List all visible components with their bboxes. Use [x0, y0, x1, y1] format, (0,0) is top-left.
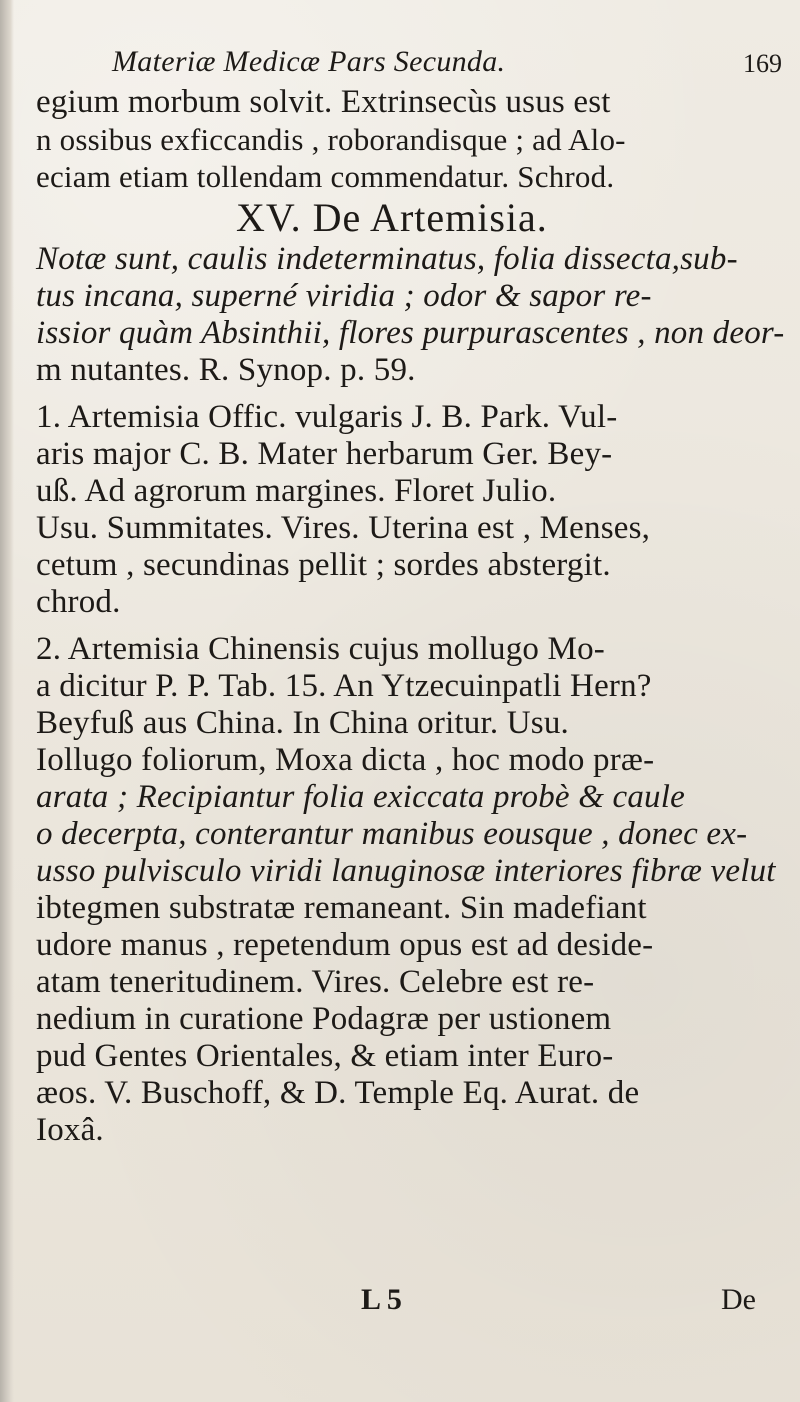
page-footer: [36, 1283, 780, 1333]
text-line: Beyfuß aus China. In China oritur. Usu.: [36, 705, 569, 741]
text-line: arata ; Recipiantur folia exiccata probè & caule: [36, 779, 685, 815]
text-line: chrod.: [36, 584, 121, 620]
text-line: aris major C. B. Mater herbarum Ger. Bey-: [36, 436, 613, 472]
text-line: a dicitur P. P. Tab. 15. An Ytzecuinpatli Hern?: [36, 668, 652, 704]
text-line: usso pulvisculo viridi lanuginosæ interiores fibræ velut: [36, 853, 776, 889]
running-title: Materiæ Medicæ Pars Secunda.: [112, 45, 506, 78]
text-line: cetum , secundinas pellit ; sordes abstergit.: [36, 547, 611, 583]
text-line: m nutantes. R. Synop. p. 59.: [36, 352, 416, 388]
signature-mark: L 5: [361, 1283, 402, 1316]
text-line: issior quàm Absinthii, flores purpurascentes , non deor-: [36, 315, 785, 351]
text-line: Usu. Summitates. Vires. Uterina est , Menses,: [36, 510, 651, 546]
text-line: egium morbum solvit. Extrinsecùs usus est: [36, 84, 611, 120]
page-number: 169: [743, 49, 782, 78]
paragraph-spacer: [36, 621, 796, 631]
text-line: atam teneritudinem. Vires. Celebre est re-: [36, 964, 595, 1000]
running-header: [112, 45, 782, 81]
text-line: ibtegmen substratæ remaneant. Sin madefiant: [36, 890, 647, 926]
text-line: Iollugo foliorum, Moxa dicta , hoc modo præ-: [36, 742, 655, 778]
text-line: æos. V. Buschoff, & D. Temple Eq. Aurat. de: [36, 1075, 640, 1111]
body-text: [36, 84, 796, 1149]
text-line: 2. Artemisia Chinensis cujus mollugo Mo-: [36, 631, 605, 667]
text-line: nedium in curatione Podagræ per ustionem: [36, 1001, 612, 1037]
text-line: o decerpta, conterantur manibus eousque , donec ex-: [36, 816, 748, 852]
text-line: Notæ sunt, caulis indeterminatus, folia dissecta,sub-: [36, 241, 738, 277]
paragraph-spacer: [36, 389, 796, 399]
text-line: udore manus , repetendum opus est ad deside-: [36, 927, 654, 963]
text-line: pud Gentes Orientales, & etiam inter Euro-: [36, 1038, 614, 1074]
text-line: 1. Artemisia Offic. vulgaris J. B. Park. Vul-: [36, 399, 618, 435]
text-line: eciam etiam tollendam commendatur. Schrod.: [36, 159, 615, 194]
text-line: tus incana, superné viridia ; odor & sapor re-: [36, 278, 652, 314]
page-gutter: [0, 0, 14, 1402]
text-line: uß. Ad agrorum margines. Floret Julio.: [36, 473, 557, 509]
section-heading: XV. De Artemisia.: [236, 195, 548, 240]
text-line: Ioxâ.: [36, 1112, 104, 1148]
text-line: n ossibus exficcandis , roborandisque ; ad Alo-: [36, 122, 626, 157]
catchword: De: [721, 1283, 756, 1316]
